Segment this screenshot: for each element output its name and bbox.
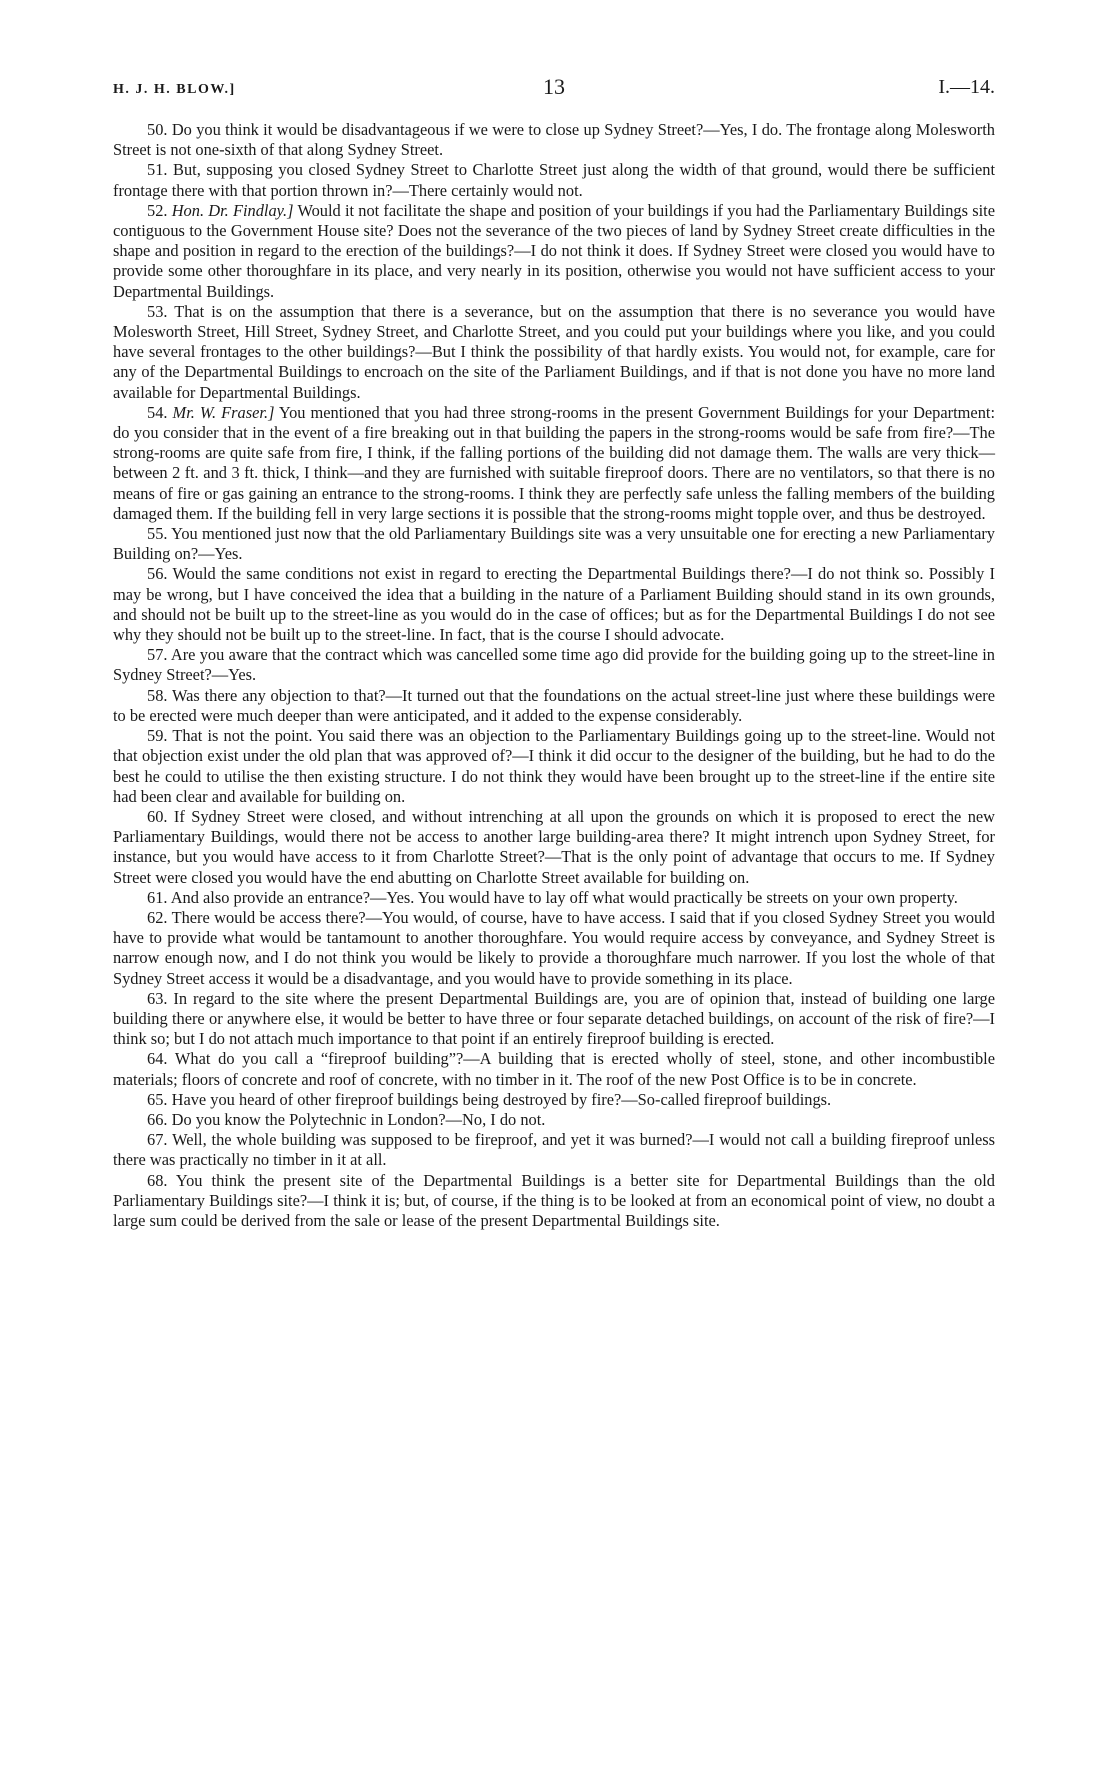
question-answer-text: Well, the whole building was supposed to be fireproof, and yet it was burned?—I would not call a building fireproof unless there was practically no timber in it at all.: [113, 1130, 996, 1170]
question-number: 60.: [147, 806, 168, 826]
question-answer-text: That is on the assumption that there is a severance, but on the assumption that there is no severance you would have Molesworth Street, Hill Street, Sydney Street, and Charlotte Street, and you could put your buildings where you like, and you could have several frontages to the other buildings?—But I think the possibility of that hardly exists. You would not, for example, care for any of the Departmental Buildings to encroach on the site of the Parliament Buildings, and if that is not done you have no more land available for Departmental Buildings.: [113, 301, 996, 402]
question-number: 63.: [147, 988, 168, 1008]
question-paragraph: [113, 1171, 995, 1232]
question-answer-text: Would the same conditions not exist in regard to erecting the Departmental Buildings there?—I do not think so. Possibly I may be wrong, but I have conceived the idea that a building in the nature of a Parliament Building should stand in its own grounds, and should not be built up to the street-line as you would do in the case of offices; but as for the Departmental Buildings I do not see why they should not be built up to the street-line. In fact, that is the course I should advocate.: [113, 564, 995, 645]
document-reference: I.—14.: [938, 76, 995, 98]
question-paragraph: [113, 989, 995, 1050]
question-paragraph: [113, 302, 995, 403]
question-paragraph: [113, 1090, 995, 1110]
question-paragraph: [113, 686, 995, 726]
question-number: 56.: [147, 564, 168, 584]
question-answer-text: You think the present site of the Departmental Buildings is a better site for Departmental Buildings than the old Parliamentary Buildings site?—I think it is; but, of course, if the thing is to be looked at from an economical point of view, no doubt a large sum could be derived from the sale or lease of the present Departmental Buildings site.: [113, 1170, 995, 1230]
question-paragraph: [113, 908, 995, 989]
question-answer-text: There would be access there?—You would, of course, have to have access. I said that if you closed Sydney Street you would have to provide what would be tantamount to another thoroughfare. You would require access by conveyance, and Sydney Street is narrow enough now, and I do not think you would be likely to provide a thoroughfare much narrower. If you lost the whole of that Sydney Street access it would be a disadvantage, and you would have to provide something in its place.: [113, 907, 995, 988]
question-number: 65.: [147, 1089, 168, 1109]
question-number: 55.: [147, 524, 168, 544]
question-answer-text: Would it not facilitate the shape and position of your buildings if you had the Parliamentary Buildings site contiguous to the Government House site? Does not the severance of the two pieces of land by Sydney Street create difficulties in the shape and position in regard to the erection of the buildings?—I do not think it does. If Sydney Street were closed you would have to provide some other thoroughfare in its place, and very nearly in its position, otherwise you would not have sufficient access to your Departmental Buildings.: [113, 200, 995, 301]
question-answer-text: Do you think it would be disadvantageous if we were to close up Sydney Street?—Yes, I do. The frontage along Molesworth Street is not one-sixth of that along Sydney Street.: [113, 120, 995, 160]
page-number: 13: [543, 74, 565, 99]
question-number: 64.: [147, 1049, 168, 1069]
question-answer-text: You mentioned that you had three strong-rooms in the present Government Buildings for your Department: do you consider that in the event of a fire breaking out in that building the papers in the strong-rooms would be safe from fire?—The strong-rooms are quite safe from fire, I think, if the falling portions of the building did not damage them. The walls are very thick—between 2 ft. and 3 ft. thick, I think—and they are furnished with suitable fireproof doors. There are no ventilators, so that there is no means of fire or gas gaining an entrance to the strong-rooms. I think they are perfectly safe unless the falling members of the building damaged them. If the building fell in very large sections it is possible that the strong-rooms might topple over, and thus be destroyed.: [113, 402, 995, 523]
question-paragraph: [113, 807, 995, 888]
speaker-name: Mr. W. Fraser.]: [172, 402, 275, 422]
question-answer-text: And also provide an entrance?—Yes. You would have to lay off what would practically be streets on your own property.: [170, 887, 958, 907]
question-answer-text: You mentioned just now that the old Parliamentary Buildings site was a very unsuitable one for erecting a new Parliamentary Building on?—Yes.: [113, 524, 995, 564]
question-paragraph: [113, 524, 995, 564]
question-answer-text: That is not the point. You said there was an objection to the Parliamentary Buildings going up to the street-line. Would not that objection exist under the old plan that was approved of?—I think it did occur to the designer of the building, but he had to do the best he could to utilise the then existing structure. I do not think they would have been brought up to the street-line if the entire site had been clear and available for building on.: [113, 726, 995, 806]
question-number: 52.: [147, 200, 168, 220]
question-number: 62.: [147, 907, 168, 927]
document-page: [113, 70, 995, 1231]
question-answer-text: Are you aware that the contract which was cancelled some time ago did provide for the building going up to the street-line in Sydney Street?—Yes.: [113, 645, 995, 685]
question-number: 67.: [147, 1130, 168, 1150]
speaker-name: Hon. Dr. Findlay.]: [171, 200, 294, 220]
question-paragraph: [113, 645, 995, 685]
question-paragraph: [113, 160, 995, 200]
question-answer-text: But, supposing you closed Sydney Street to Charlotte Street just along the width of that ground, would there be sufficient frontage there with that portion thrown in?—There certainly would not.: [113, 160, 995, 200]
question-number: 58.: [147, 685, 168, 705]
question-paragraph: [113, 564, 995, 645]
question-number: 68.: [147, 1170, 168, 1190]
question-number: 50.: [147, 120, 168, 139]
question-number: 66.: [147, 1109, 168, 1129]
question-answer-text: If Sydney Street were closed, and without intrenching at all upon the grounds on which it is proposed to erect the new Parliamentary Buildings, would there not be access to another large building-area there? It might intrench upon Sydney Street, for instance, but you would have access to it from Charlotte Street?—That is the only point of advantage that occurs to me. If Sydney Street were closed you would have the end abutting on Charlotte Street available for building on.: [113, 806, 996, 887]
question-paragraph: [113, 888, 995, 908]
question-paragraph: [113, 120, 995, 160]
question-number: 59.: [147, 726, 168, 746]
minutes-of-evidence: [113, 120, 995, 1231]
question-answer-text: Have you heard of other fireproof buildings being destroyed by fire?—So-called fireproof buildings.: [171, 1089, 832, 1109]
question-answer-text: Do you know the Polytechnic in London?—No, I do not.: [171, 1109, 546, 1129]
question-answer-text: Was there any objection to that?—It turned out that the foundations on the actual street-line just where these buildings were to be erected were much deeper than were anticipated, and it added to the expense considerably.: [113, 685, 995, 725]
question-paragraph: [113, 403, 995, 524]
question-answer-text: In regard to the site where the present Departmental Buildings are, you are of opinion that, instead of building one large building there or anywhere else, it would be better to have three or four separate detached buildings, on account of the risk of fire?—I think so; but I do not attach much importance to that point if an entirely fireproof building is erected.: [113, 988, 995, 1049]
question-number: 57.: [147, 645, 168, 665]
question-number: 54.: [147, 402, 168, 422]
question-number: 53.: [147, 301, 168, 321]
question-paragraph: [113, 1130, 995, 1170]
question-number: 61.: [147, 887, 168, 907]
question-answer-text: What do you call a “fireproof building”?—A building that is erected wholly of steel, stone, and other incombustible materials; floors of concrete and roof of concrete, with no timber in it. The roof of the new Post Office is to be in concrete.: [113, 1049, 996, 1089]
question-paragraph: [113, 1110, 995, 1130]
question-paragraph: [113, 201, 995, 302]
question-paragraph: [113, 726, 995, 807]
question-paragraph: [113, 1049, 995, 1089]
witness-name: H. J. H. BLOW.]: [113, 82, 236, 97]
page-header: [113, 70, 995, 106]
question-number: 51.: [147, 160, 168, 180]
